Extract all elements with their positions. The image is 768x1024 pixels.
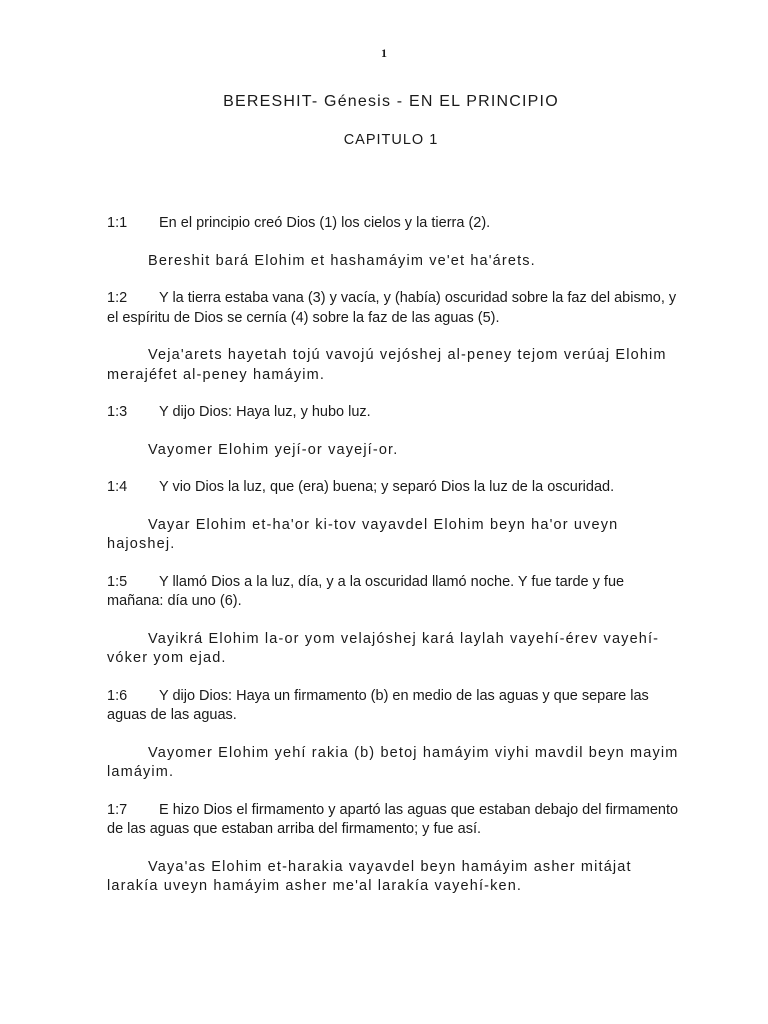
verse-ref: 1:7 xyxy=(107,801,128,818)
verse-ref: 1:3 xyxy=(107,404,128,420)
verse-1-2 xyxy=(107,289,682,328)
verse-text: En el principio creó Dios (1) los cielos y la tierra (2). xyxy=(159,215,491,231)
transliteration-1-3: Vayomer Elohim yejí-or vayejí-or. xyxy=(148,441,399,458)
verse-text: E hizo Dios el firmamento y apartó las aguas que estaban debajo del firmamento de las aguas que estaban arriba del firmamento; y fue así. xyxy=(107,801,679,837)
verse-1-5 xyxy=(107,573,682,612)
verse-ref: 1:1 xyxy=(107,215,128,231)
transliteration-1-1: Bereshit bará Elohim et hashamáyim ve'et ha'árets. xyxy=(148,252,536,269)
transliteration-1-2: Veja'arets hayetah tojú vavojú vejóshej al-peney tejom verúaj Elohim merajéfet al-peney hamáyim. xyxy=(107,347,667,383)
verse-1-7 xyxy=(107,801,682,840)
verse-1-3 xyxy=(107,403,682,423)
verse-ref: 1:2 xyxy=(107,290,128,306)
verse-text: Y llamó Dios a la luz, día, y a la oscuridad llamó noche. Y fue tarde y fue mañana: día uno (6). xyxy=(107,573,625,609)
document-body xyxy=(107,214,682,915)
verse-text: Y vio Dios la luz, que (era) buena; y separó Dios la luz de la oscuridad. xyxy=(159,479,615,495)
verse-text: Y dijo Dios: Haya luz, y hubo luz. xyxy=(159,404,371,420)
transliteration-1-7: Vaya'as Elohim et-harakia vayavdel beyn hamáyim asher mitájat larakía uveyn hamáyim asher me'al larakía vayehí-ken. xyxy=(107,858,632,894)
chapter-heading: CAPITULO 1 xyxy=(343,132,439,148)
verse-ref: 1:4 xyxy=(107,479,128,495)
page-number: 1 xyxy=(381,46,387,60)
transliteration-1-4: Vayar Elohim et-ha'or ki-tov vayavdel Elohim beyn ha'or uveyn hajoshej. xyxy=(107,516,619,552)
verse-ref: 1:5 xyxy=(107,573,128,590)
transliteration-1-6: Vayomer Elohim yehí rakia (b) betoj hamáyim viyhi mavdil beyn mayim lamáyim. xyxy=(107,744,679,780)
verse-1-4 xyxy=(107,478,682,498)
verse-1-6 xyxy=(107,687,682,726)
verse-ref: 1:6 xyxy=(107,687,128,704)
document-title: BERESHIT- Génesis - EN EL PRINCIPIO xyxy=(223,93,559,110)
transliteration-1-5: Vayikrá Elohim la-or yom velajóshej kará laylah vayehí-érev vayehí-vóker yom ejad. xyxy=(107,630,660,666)
verse-text: Y dijo Dios: Haya un firmamento (b) en medio de las aguas y que separe las aguas de las aguas. xyxy=(107,687,649,723)
verse-1-1 xyxy=(107,214,682,234)
verse-text: Y la tierra estaba vana (3) y vacía, y (había) oscuridad sobre la faz del abismo, y el espíritu de Dios se cernía (4) sobre la faz de las aguas (5). xyxy=(107,290,677,326)
